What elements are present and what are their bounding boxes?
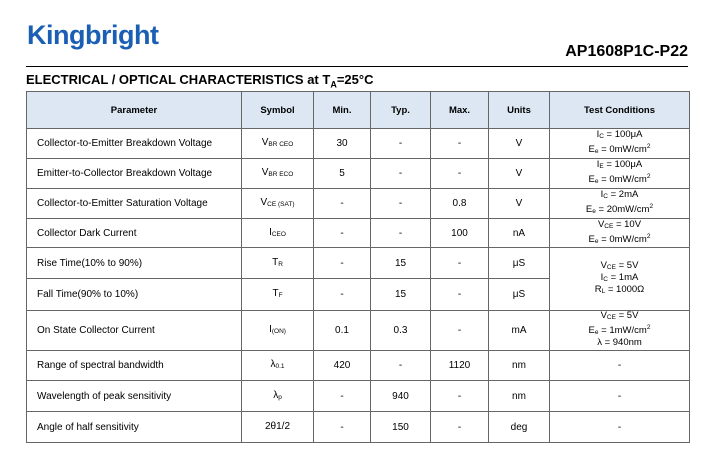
test-conditions-cell [550, 159, 690, 189]
table-row [27, 381, 690, 412]
symbol-cell [242, 219, 314, 248]
test-conditions-cell [550, 129, 690, 159]
units-cell: V [489, 129, 550, 159]
column-header: Symbol [242, 92, 314, 129]
column-header: Max. [431, 92, 489, 129]
symbol-cell [242, 311, 314, 351]
table-row [27, 189, 690, 219]
parameter-cell: Collector-to-Emitter Saturation Voltage [27, 189, 242, 219]
typ-cell: 150 [371, 412, 431, 443]
symbol-cell [242, 248, 314, 279]
min-cell: - [314, 219, 371, 248]
units-cell: nA [489, 219, 550, 248]
max-cell: - [431, 381, 489, 412]
symbol-text: 2θ1/2 [264, 420, 291, 432]
max-cell: 100 [431, 219, 489, 248]
symbol-text: V [261, 137, 269, 148]
parameter-cell: Rise Time(10% to 90%) [27, 248, 242, 279]
units-cell: mA [489, 311, 550, 351]
column-header: Units [489, 92, 550, 129]
symbol-text: V [261, 167, 269, 178]
test-conditions-cell [550, 219, 690, 248]
table-row [27, 159, 690, 189]
part-number: AP1608P1C-P22 [565, 43, 688, 60]
units-cell: V [489, 189, 550, 219]
units-cell: μS [489, 279, 550, 311]
condition-line: $I_C = 1mA$ [600, 272, 639, 283]
typ-cell: - [371, 351, 431, 381]
symbol-subscript: p [278, 393, 282, 401]
typ-cell: 15 [371, 248, 431, 279]
table-header-row [27, 92, 690, 129]
symbol-subscript: 0.1 [275, 363, 285, 370]
symbol-cell [242, 381, 314, 412]
symbol-subscript: BR ECO [268, 171, 294, 178]
condition-line: $E_e = 1mW/cm^2$ [588, 324, 651, 336]
max-cell: - [431, 412, 489, 443]
condition-line: $R_L = 1000\Omega$ [594, 284, 645, 295]
symbol-subscript: CEO [271, 230, 286, 238]
symbol-cell [242, 412, 314, 443]
max-cell: - [431, 129, 489, 159]
symbol-cell [242, 159, 314, 189]
parameter-cell: Collector-to-Emitter Breakdown Voltage [27, 129, 242, 159]
column-header: Min. [314, 92, 371, 129]
condition-line: $E_e = 0mW/cm^2$ [588, 173, 651, 185]
max-cell: - [431, 248, 489, 279]
units-cell: deg [489, 412, 550, 443]
condition-line: $V_{CE} = 5V$ [600, 310, 639, 321]
table-row [27, 219, 690, 248]
max-cell: 1120 [431, 351, 489, 381]
parameter-cell: Angle of half sensitivity [27, 412, 242, 443]
min-cell: - [314, 248, 371, 279]
symbol-cell [242, 189, 314, 219]
symbol-cell [242, 279, 314, 311]
symbol-subscript: BR CEO [268, 141, 294, 148]
condition-line: $V_{CE} = 5V$ [600, 260, 639, 271]
table-row [27, 248, 690, 279]
symbol-text: T [272, 288, 279, 299]
test-conditions-cell: - [550, 412, 690, 443]
condition-line: $E_e = 20mW/cm^2$ [585, 203, 654, 215]
symbol-subscript: F [278, 292, 283, 299]
table-row [27, 311, 690, 351]
min-cell: - [314, 189, 371, 219]
column-header: Parameter [27, 92, 242, 129]
table-body [27, 129, 690, 443]
typ-cell: 940 [371, 381, 431, 412]
section-title: ELECTRICAL / OPTICAL CHARACTERISTICS at $T_A=25^\circ C$ [26, 72, 374, 90]
typ-cell: - [371, 189, 431, 219]
units-cell: V [489, 159, 550, 189]
condition-line: $E_e = 0mW/cm^2$ [588, 143, 651, 155]
parameter-cell: Collector Dark Current [27, 219, 242, 248]
test-conditions-cell: - [550, 351, 690, 381]
parameter-cell: Fall Time(90% to 10%) [27, 279, 242, 311]
typ-cell: - [371, 129, 431, 159]
min-cell: 30 [314, 129, 371, 159]
condition-line: $I_E = 100\mu A$ [596, 159, 643, 170]
min-cell: - [314, 279, 371, 311]
typ-cell: - [371, 219, 431, 248]
condition-line: $I_C = 100\mu A$ [596, 129, 643, 140]
units-cell: μS [489, 248, 550, 279]
brand-logo: Kingbright [27, 20, 159, 50]
max-cell: 0.8 [431, 189, 489, 219]
symbol-subscript: R [278, 260, 283, 268]
symbol-subscript: CE (SAT) [267, 201, 295, 208]
symbol-text: λ [270, 359, 276, 370]
condition-line: λ = 940nm [597, 337, 642, 348]
test-conditions-cell [550, 248, 690, 311]
symbol-subscript: (ON) [271, 328, 286, 335]
table-row [27, 412, 690, 443]
typ-cell: - [371, 159, 431, 189]
test-conditions-cell [550, 189, 690, 219]
max-cell: - [431, 279, 489, 311]
test-conditions-cell: - [550, 381, 690, 412]
column-header: Test Conditions [550, 92, 690, 129]
min-cell: 0.1 [314, 311, 371, 351]
symbol-text: I [269, 324, 272, 335]
min-cell: 420 [314, 351, 371, 381]
symbol-text: T [272, 256, 279, 268]
min-cell: - [314, 412, 371, 443]
test-conditions-cell [550, 311, 690, 351]
header-divider [26, 66, 688, 67]
units-cell: nm [489, 381, 550, 412]
symbol-cell [242, 129, 314, 159]
symbol-cell [242, 351, 314, 381]
parameter-cell: Range of spectral bandwidth [27, 351, 242, 381]
min-cell: 5 [314, 159, 371, 189]
parameter-cell: On State Collector Current [27, 311, 242, 351]
column-header: Typ. [371, 92, 431, 129]
symbol-text: λ [273, 389, 279, 401]
parameter-cell: Emitter-to-Collector Breakdown Voltage [27, 159, 242, 189]
table-row [27, 351, 690, 381]
table-row [27, 129, 690, 159]
max-cell: - [431, 159, 489, 189]
min-cell: - [314, 381, 371, 412]
parameter-cell: Wavelength of peak sensitivity [27, 381, 242, 412]
units-cell: nm [489, 351, 550, 381]
condition-line: $I_C = 2mA$ [600, 189, 639, 200]
typ-cell: 15 [371, 279, 431, 311]
condition-line: $E_e = 0mW/cm^2$ [588, 232, 651, 245]
typ-cell: 0.3 [371, 311, 431, 351]
characteristics-table [26, 91, 690, 443]
condition-line: $V_{CE} = 10V$ [597, 218, 642, 230]
symbol-text: I [269, 226, 272, 238]
symbol-text: V [260, 197, 268, 208]
max-cell: - [431, 311, 489, 351]
